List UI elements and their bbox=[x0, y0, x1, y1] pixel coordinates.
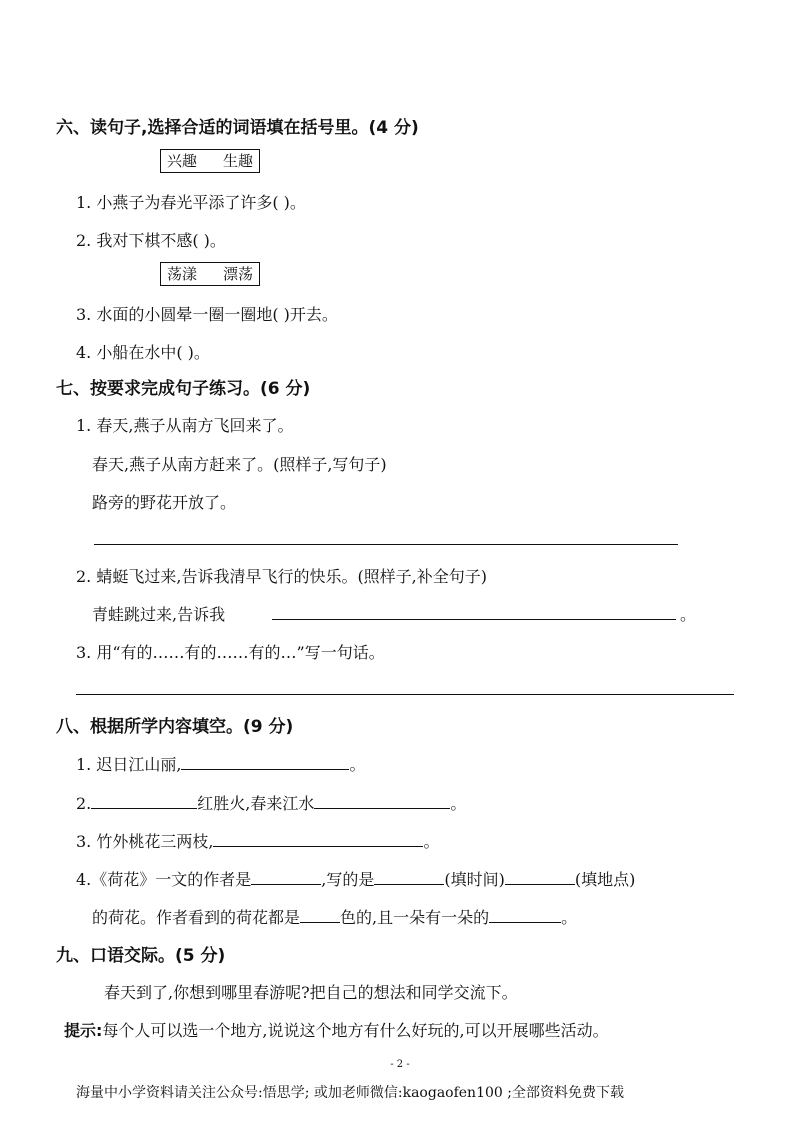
section-9-title: 九、口语交际。(5 分) bbox=[56, 946, 226, 966]
word-choice-box-2 bbox=[160, 262, 260, 286]
question-8-4-cont bbox=[92, 905, 577, 928]
section-9-text: 春天到了,你想到哪里春游呢?把自己的想法和同学交流下。 bbox=[104, 983, 518, 1002]
q-text: 3. 竹外桃花三两枝, bbox=[76, 832, 214, 851]
period: 。 bbox=[450, 794, 467, 813]
section-8-title: 八、根据所学内容填空。(9 分) bbox=[56, 717, 294, 737]
period: 。 bbox=[680, 605, 697, 624]
answer-line-7-2[interactable] bbox=[272, 619, 676, 620]
fill-blank[interactable] bbox=[181, 754, 349, 770]
word-choice-box-1 bbox=[160, 149, 260, 173]
question-8-4 bbox=[76, 867, 635, 890]
page-number: - 2 - bbox=[390, 1059, 410, 1070]
q-text: 4.《荷花》一文的作者是 bbox=[76, 870, 252, 889]
section-6-title: 六、读句子,选择合适的词语填在括号里。(4 分) bbox=[56, 118, 419, 138]
question-7-2-prompt: 青蛙跳过来,告诉我 bbox=[92, 605, 226, 624]
question-6-4: 4. 小船在水中( )。 bbox=[76, 343, 210, 362]
fill-blank[interactable] bbox=[374, 869, 444, 885]
fill-blank[interactable] bbox=[251, 869, 321, 885]
period: 。 bbox=[561, 908, 578, 927]
word-option: 漂荡 bbox=[223, 265, 254, 283]
question-6-2: 2. 我对下棋不感( )。 bbox=[76, 231, 226, 250]
word-option: 兴趣 bbox=[167, 152, 198, 170]
word-option: 荡漾 bbox=[167, 265, 198, 283]
fill-blank[interactable] bbox=[91, 793, 197, 809]
question-6-1: 1. 小燕子为春光平添了许多( )。 bbox=[76, 193, 306, 212]
fill-blank[interactable] bbox=[314, 793, 450, 809]
q-text: ,写的是 bbox=[321, 870, 375, 889]
answer-line-7-3[interactable] bbox=[76, 694, 734, 695]
question-6-3: 3. 水面的小圆晕一圈一圈地( )开去。 bbox=[76, 305, 338, 324]
footer-note: 海量中小学资料请关注公众号:悟思学; 或加老师微信:kaogaofen100 ;全部资料免费下载 bbox=[76, 1085, 624, 1101]
question-8-2 bbox=[76, 791, 466, 814]
q-text: 1. 迟日江山丽, bbox=[76, 755, 182, 774]
q-text: 的荷花。作者看到的荷花都是 bbox=[92, 908, 301, 927]
fill-blank[interactable] bbox=[489, 907, 561, 923]
question-8-3 bbox=[76, 829, 439, 852]
answer-line-7-1[interactable] bbox=[94, 544, 678, 545]
word-option: 生趣 bbox=[223, 152, 254, 170]
period: 。 bbox=[349, 755, 366, 774]
question-7-1-example: 春天,燕子从南方赶来了。(照样子,写句子) bbox=[92, 455, 387, 474]
hint-label: 提示: bbox=[64, 1021, 103, 1040]
q-text: 红胜火,春来江水 bbox=[197, 794, 315, 813]
question-8-1 bbox=[76, 752, 365, 775]
fill-blank[interactable] bbox=[505, 869, 575, 885]
q-text: (填时间) bbox=[444, 870, 505, 889]
section-9-hint bbox=[64, 1018, 609, 1041]
q-text: 色的,且一朵有一朵的 bbox=[340, 908, 490, 927]
question-7-3: 3. 用“有的……有的……有的…”写一句话。 bbox=[76, 643, 385, 662]
hint-text: 每个人可以选一个地方,说说这个地方有什么好玩的,可以开展哪些活动。 bbox=[102, 1021, 609, 1040]
question-7-1: 1. 春天,燕子从南方飞回来了。 bbox=[76, 416, 294, 435]
period: 。 bbox=[423, 832, 440, 851]
fill-blank[interactable] bbox=[300, 907, 340, 923]
q-text: (填地点) bbox=[574, 870, 636, 889]
question-7-1-prompt: 路旁的野花开放了。 bbox=[92, 493, 237, 512]
section-7-title: 七、按要求完成句子练习。(6 分) bbox=[56, 379, 311, 399]
fill-blank[interactable] bbox=[213, 831, 423, 847]
q-text: 2. bbox=[76, 794, 92, 813]
question-7-2: 2. 蜻蜓飞过来,告诉我清早飞行的快乐。(照样子,补全句子) bbox=[76, 567, 488, 586]
